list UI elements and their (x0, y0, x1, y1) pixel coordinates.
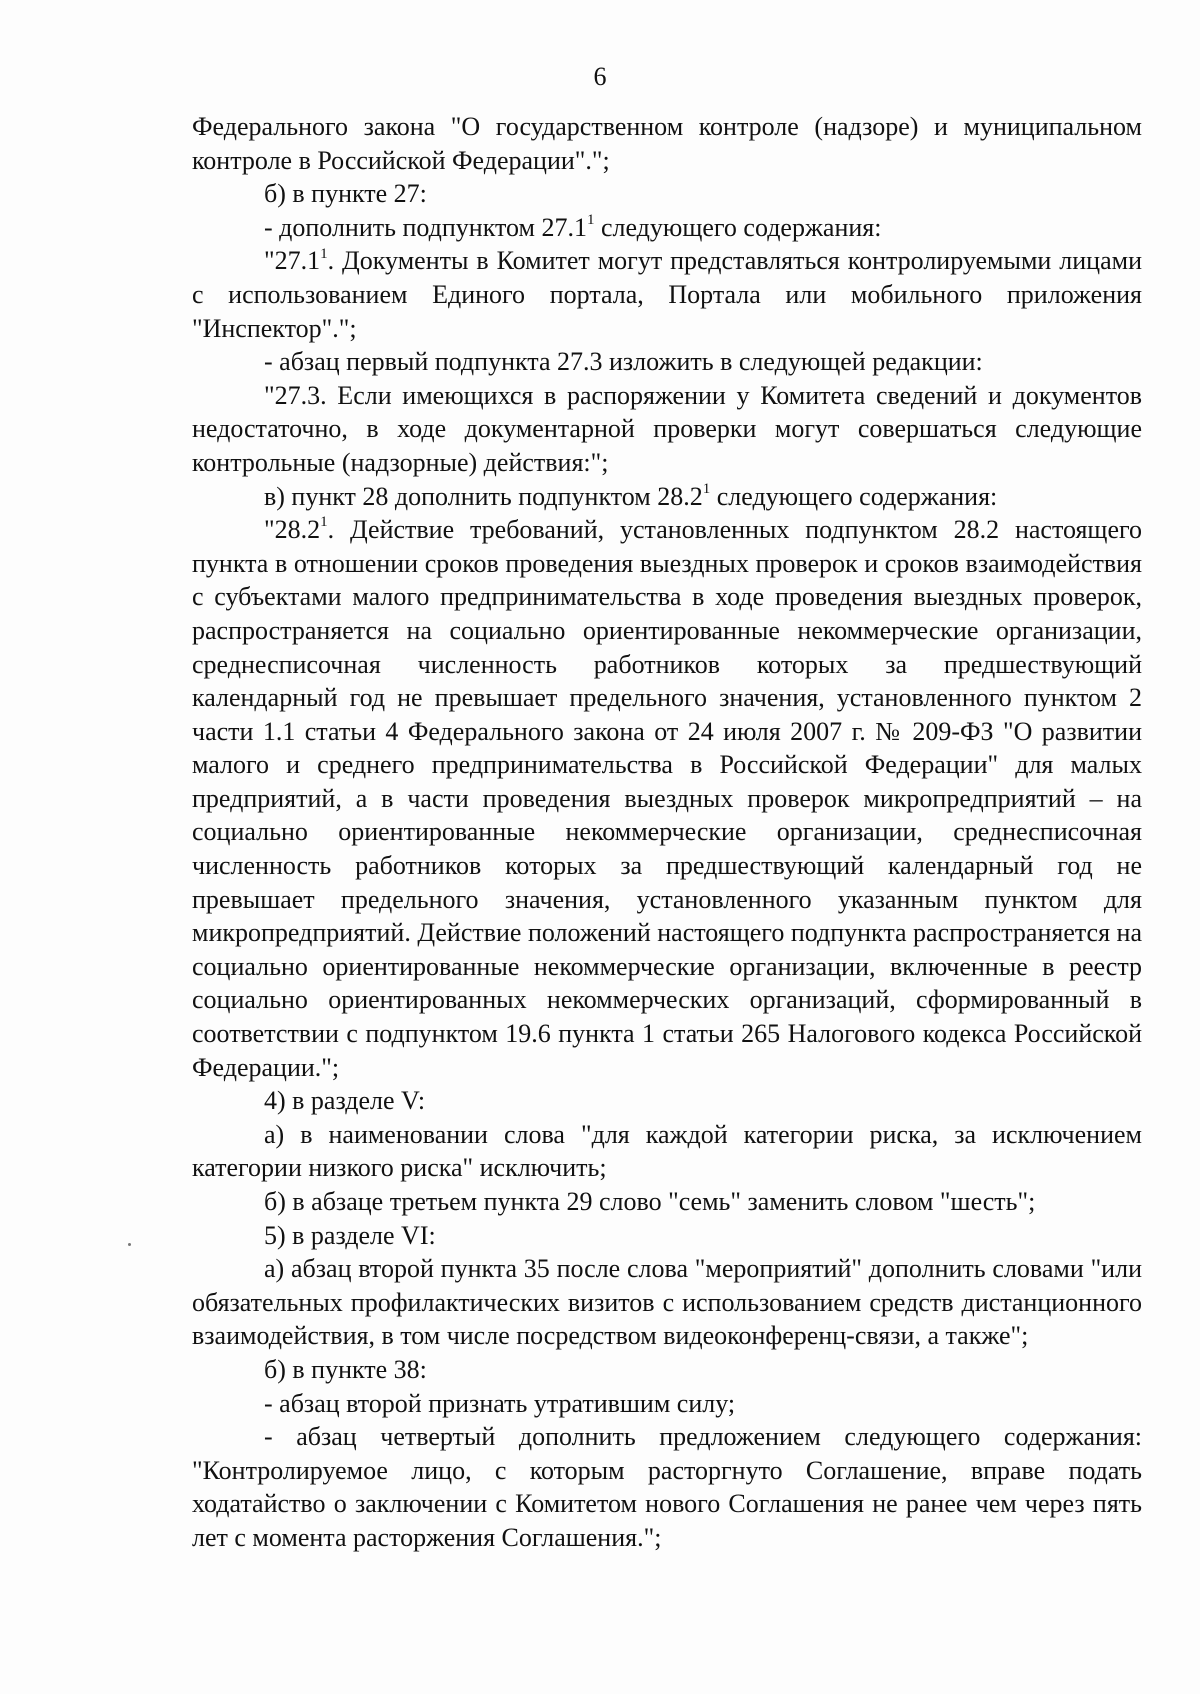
paragraph-text-after: . Документы в Комитет могут представляться контролируемыми лицами с использованием Единого портала, Портала или мобильного приложения "Инспектор"."; (192, 246, 1142, 343)
superscript: 1 (320, 245, 328, 262)
paragraph-subpoint-27-3-intro (192, 345, 1142, 379)
paragraph-item-a-title (192, 1118, 1142, 1185)
paragraph-text: б) в пункте 27: (264, 179, 427, 209)
paragraph-text: Федерального закона "О государственном контроле (надзоре) и муниципальном контроле в Российской Федерации"."; (192, 112, 1142, 175)
paragraph-item-a-point-35 (192, 1252, 1142, 1353)
document-body (192, 110, 1142, 1555)
paragraph-item-b-point-29 (192, 1185, 1142, 1219)
paragraph-add-subpoint-27-1-1 (192, 211, 1142, 245)
paragraph-text-before: - дополнить подпунктом 27.1 (264, 212, 587, 242)
superscript: 1 (702, 480, 711, 497)
page-number: 6 (593, 62, 607, 91)
paragraph-text: - абзац второй признать утратившим силу; (264, 1388, 736, 1418)
superscript: 1 (586, 212, 595, 229)
paragraph-text-after: следующего содержания: (710, 481, 998, 511)
paragraph-item-v-point-28 (192, 480, 1142, 514)
paragraph-text-before: "27.1 (264, 246, 321, 276)
paragraph-subpoint-27-1-1-text (192, 244, 1142, 345)
paragraph-subpoint-27-3-text (192, 379, 1142, 480)
paragraph-text-after: следующего содержания: (594, 212, 882, 242)
paragraph-law-name-continuation (192, 110, 1142, 177)
paragraph-text: 5) в разделе VI: (264, 1220, 436, 1250)
paragraph-text-after: . Действие требований, установленных подпунктом 28.2 настоящего пункта в отношении сроков проведения выездных проверок и сроков взаимодействия с субъектами малого предпринимательства в ходе проведения выездных проверок, распространяется на социально ориентированные некоммерческие организации, среднесписочная численность работников которых за предшествующий календарный год не превышает предельного значения, установленного пунктом 2 части 1.1 статьи 4 Федерального закона от 24 июля 2007 г. № 209-ФЗ "О развитии малого и среднего предпринимательства в Российской Федерации" для малых предприятий, а в части проведения выездных проверок микропредприятий – на социально ориентированные некоммерческие организации, среднесписочная численность работников которых за предшествующий календарный год не превышает предельного значения, установленного указанным пунктом для микропредприятий. Действие положений настоящего подпункта распространяется на социально ориентированные некоммерческие организации, включенные в реестр социально ориентированных некоммерческих организаций, сформированный в соответствии с подпунктом 19.6 пункта 1 статьи 265 Налогового кодекса Российской Федерации."; (192, 515, 1142, 1082)
paragraph-item-5-section-vi (192, 1219, 1142, 1253)
paragraph-text: "27.3. Если имеющихся в распоряжении у Комитета сведений и документов недостаточно, в ходе документарной проверки могут совершаться следующие контрольные (надзорные) действия:"; (192, 380, 1142, 477)
paragraph-item-b-point-38 (192, 1353, 1142, 1387)
paragraph-text: - абзац первый подпункта 27.3 изложить в следующей редакции: (264, 347, 983, 377)
paragraph-text: - абзац четвертый дополнить предложением следующего содержания: "Контролируемое лицо, с которым расторгнуто Соглашение, вправе подать ходатайство о заключении с Комитетом нового Соглашения не ранее чем через пять лет с момента расторжения Соглашения."; (192, 1422, 1142, 1552)
paragraph-text: а) абзац второй пункта 35 после слова "мероприятий" дополнить словами "или обязательных профилактических визитов с использованием средств дистанционного взаимодействия, в том числе посредством видеоконференц-связи, а также"; (192, 1254, 1142, 1351)
paragraph-item-4-section-v (192, 1084, 1142, 1118)
paragraph-point-38-fourth (192, 1420, 1142, 1554)
paragraph-text-before: в) пункт 28 дополнить подпунктом 28.2 (264, 481, 703, 511)
paragraph-text: 4) в разделе V: (264, 1086, 426, 1116)
superscript: 1 (320, 514, 328, 531)
scan-speck (128, 1243, 131, 1246)
paragraph-text: б) в абзаце третьем пункта 29 слово "семь" заменить словом "шесть"; (264, 1187, 1036, 1216)
paragraph-text: б) в пункте 38: (264, 1354, 427, 1384)
paragraph-point-38-second (192, 1387, 1142, 1421)
paragraph-text-before: "28.2 (264, 515, 321, 545)
paragraph-subpoint-28-2-1-text (192, 513, 1142, 1084)
paragraph-text: а) в наименовании слова "для каждой категории риска, за исключением категории низкого риска" исключить; (192, 1119, 1142, 1183)
paragraph-item-b-point-27 (192, 177, 1142, 211)
